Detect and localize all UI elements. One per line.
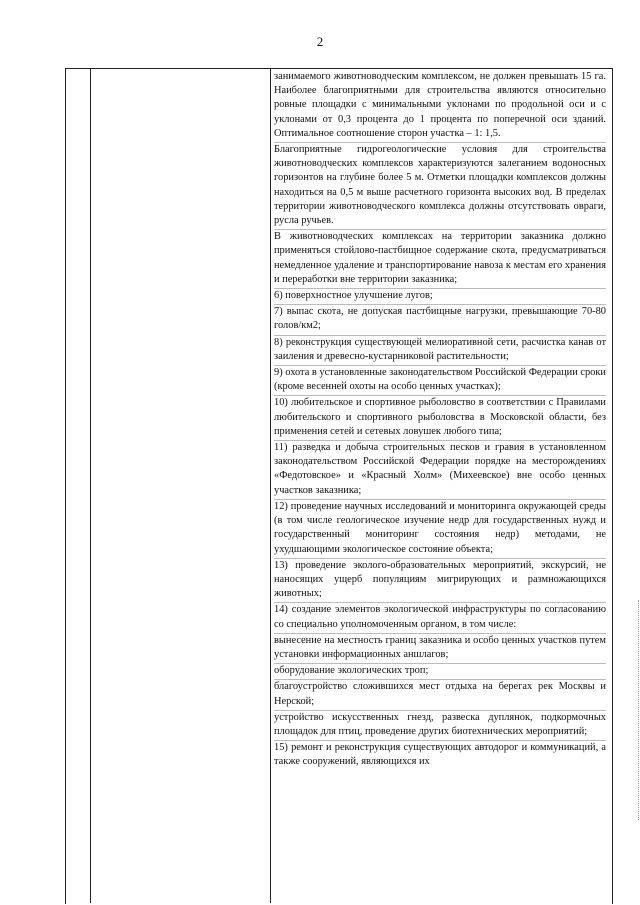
- list-item: 8) реконструкция существующей мелиоративной сети, расчистка канав от заиления и древесно-кустарниковой растительности;: [274, 336, 606, 366]
- sub-item: устройство искусственных гнезд, развеска дуплянок, подкормочных площадок для птиц, проведение других биотехнических мероприятий;: [274, 711, 606, 741]
- sub-item: вынесение на местность границ заказника и особо ценных участков путем установки информационных аншлагов;: [274, 634, 606, 664]
- column-divider-2: [270, 68, 271, 903]
- list-item: 15) ремонт и реконструкция существующих автодорог и коммуникаций, а также сооружений, являющихся их: [274, 742, 606, 768]
- list-item: 10) любительское и спортивное рыболовство в соответствии с Правилами любительского и спортивного рыболовства в Московской области, без применения сетей и сетевых ловушек любого типа;: [274, 396, 606, 441]
- list-item: 12) проведение научных исследований и мониторинга окружающей среды (в том числе геологическое изучение недр для государственных нужд и государственный мониторинг состояния недр) методами, не ухудшающими экологическое состояние объекта;: [274, 500, 606, 559]
- list-item: 6) поверхностное улучшение лугов;: [274, 289, 606, 305]
- paragraph: В животноводческих комплексах на территории заказника должно применяться стойлово-пастбищное содержание скота, предусматриваться немедленное удаление и транспортирование навоза к местам его хранения и переработки вне территории заказника;: [274, 230, 606, 289]
- list-item: 14) создание элементов экологической инфраструктуры по согласованию со специально уполномоченным органом, в том числе:: [274, 603, 606, 633]
- column-divider-1: [90, 68, 91, 903]
- sub-item: оборудование экологических троп;: [274, 664, 606, 680]
- paragraph: занимаемого животноводческим комплексом, не должен превышать 15 га. Наиболее благоприятными для строительства являются относительно ровные площадки с минимальными уклонами по продольной оси и с уклонами от 0,3 процента до 1 процента по поперечной оси зданий. Оптимальное соотношение сторон участка – 1: 1,5.: [274, 70, 606, 143]
- list-item: 11) разведка и добыча строительных песков и гравия в установленном законодательством Российской Федерации порядке на месторождениях «Федотовское» и «Красный Холм» (Михеевское) вне особо ценных участков заказника;: [274, 441, 606, 500]
- paragraph: Благоприятные гидрогеологические условия для строительства животноводческих комплексов характеризуются залеганием водоносных горизонтов на глубине более 5 м. Отметки площадки комплексов должны находиться на 0,5 м выше расчетного горизонта высоких вод. В пределах территории животноводческого комплекса должны отсутствовать овраги, русла ручьев.: [274, 143, 606, 230]
- sub-item: благоустройство сложившихся мест отдыха на берегах рек Москвы и Нерской;: [274, 680, 606, 710]
- list-item: 13) проведение эколого-образовательных мероприятий, экскурсий, не наносящих ущерб популяциям мигрирующих и размножающихся животных;: [274, 559, 606, 604]
- list-item: 9) охота в установленные законодательством Российской Федерации сроки (кроме весенней охоты на особо ценных участках);: [274, 366, 606, 396]
- list-item: 7) выпас скота, не допуская пастбищные нагрузки, превышающие 70-80 голов/км2;: [274, 305, 606, 335]
- page-number: 2: [316, 34, 324, 49]
- text-column: [274, 70, 606, 771]
